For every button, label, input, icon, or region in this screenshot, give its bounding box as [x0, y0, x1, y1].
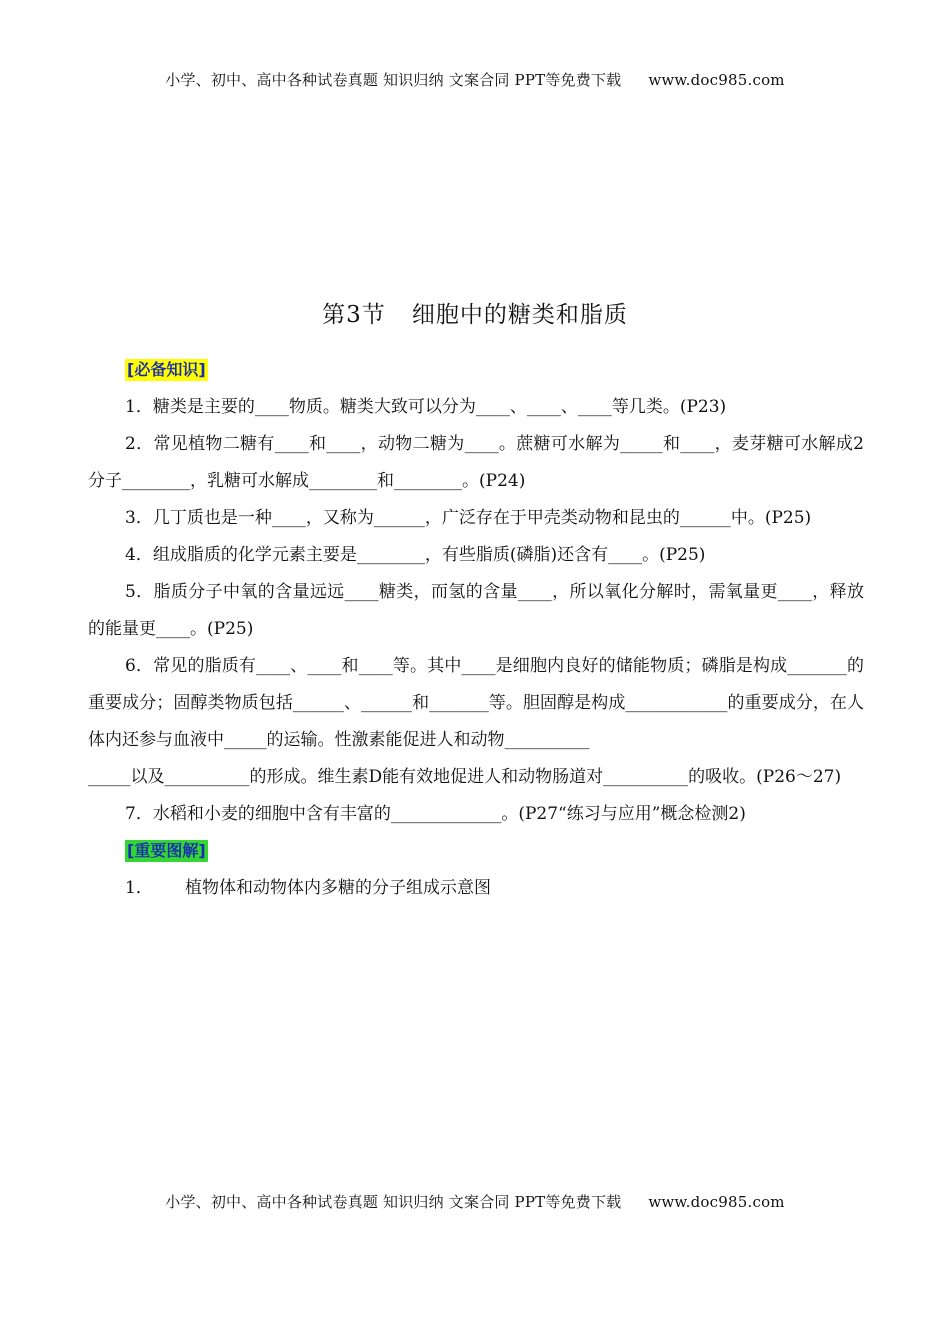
- title-name: 细胞中的糖类和脂质: [411, 302, 628, 328]
- figure-caption-row: [88, 870, 864, 907]
- question-6: 6．常见的脂质有____、____和____等。其中____是细胞内良好的储能物质；磷脂是构成_______的重要成分；固醇类物质包括______、______和_______等。胆固醇是构成____________的重要成分，在人体内还参与血液中_____的运输。性激素能促进人和动物__________: [88, 656, 864, 750]
- figure-caption: 植物体和动物体内多糖的分子组成示意图: [185, 878, 491, 898]
- page-header: [0, 69, 950, 90]
- question-2: 2．常见植物二糖有____和____，动物二糖为____。蔗糖可水解为_____和____，麦芽糖可水解成2分子________，乳糖可水解成________和________。(P24): [88, 434, 864, 491]
- section-heading-required-knowledge: [88, 352, 864, 389]
- question-6-continued: _____以及__________的形成。维生素D能有效地促进人和动物肠道对__________的吸收。(P26～27): [88, 767, 842, 787]
- question-1: 1．糖类是主要的____物质。糖类大致可以分为____、____、____等几类。(P23): [125, 397, 727, 417]
- question-3: 3．几丁质也是一种____，又称为______，广泛存在于甲壳类动物和昆虫的______中。(P25): [125, 508, 812, 528]
- page-title: [0, 296, 950, 329]
- question-5: 5．脂质分子中氧的含量远远____糖类，而氢的含量____，所以氧化分解时，需氧量更____，释放的能量更____。(P25): [88, 582, 864, 639]
- figure-number: 1．: [125, 878, 153, 898]
- page-footer: [0, 1191, 950, 1212]
- question-7: 7．水稻和小麦的细胞中含有丰富的_____________。(P27“练习与应用”概念检测2): [125, 804, 746, 824]
- document-body: [88, 352, 864, 907]
- key-diagrams-label: [重要图解]: [127, 841, 206, 860]
- question-4: 4．组成脂质的化学元素主要是________，有些脂质(磷脂)还含有____。(P25): [125, 545, 706, 565]
- footer-url[interactable]: www.doc985.com: [648, 1193, 785, 1211]
- required-knowledge-label: [必备知识]: [127, 360, 206, 379]
- title-section: 第3节: [322, 302, 386, 328]
- footer-text: 小学、初中、高中各种试卷真题 知识归纳 文案合同 PPT等免费下载: [165, 1193, 622, 1211]
- section-heading-key-diagrams: [88, 833, 864, 870]
- header-text: 小学、初中、高中各种试卷真题 知识归纳 文案合同 PPT等免费下载: [165, 71, 622, 89]
- header-url[interactable]: www.doc985.com: [648, 71, 785, 89]
